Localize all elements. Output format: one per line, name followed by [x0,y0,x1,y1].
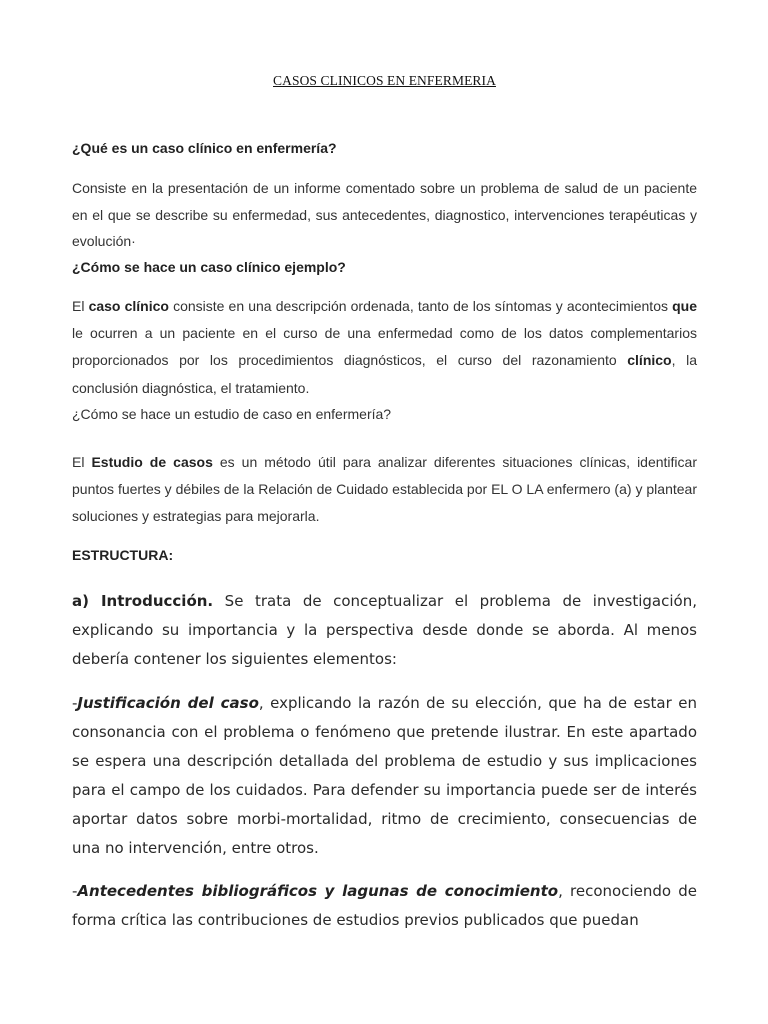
paragraph-justificacion [72,689,697,863]
text-segment: es un método útil para analizar diferentes situaciones clínicas, identificar puntos fuertes y débiles de la Relación de Cuidado establecida por EL O LA enfermero (a) y plantear soluciones y estrategias para mejorarla. [72,454,697,525]
item-label: Antecedentes bibliográficos y lagunas de conocimiento [77,882,559,900]
item-label: a) Introducción. [72,592,214,610]
text-segment: consiste en una descripción ordenada, tanto de los síntomas y acontecimientos [168,298,673,314]
paragraph-introduccion [72,587,697,674]
dash: - [72,882,78,900]
bold-term: clínico [627,352,672,369]
document-title: CASOS CLINICOS EN ENFERMERIA [273,73,496,88]
question-heading-2: ¿Cómo se hace un caso clínico ejemplo? [72,259,346,275]
text-segment: El [72,298,89,314]
bold-term: Estudio de casos [91,454,213,470]
item-text: , reconociendo de forma crítica las contribuciones de estudios previos publicados que puedan [72,882,698,929]
paragraph-estudio-casos [72,449,697,531]
item-text: , explicando la razón de su elección, que ha de estar en consonancia con el problema o fenómeno que pretende ilustrar. En este apartado se espera una descripción detallada del problema de estudio y sus implicaciones para el campo de los cuidados. Para defender su importancia puede ser de interés aportar datos sobre morbi-mortalidad, ritmo de crecimiento, consecuencias de una no intervención, entre otros. [72,694,697,857]
text-segment: le ocurren a un paciente en el curso de una enfermedad como de los datos complementarios proporcionados por los procedimientos diagnósticos, el curso del razonamiento [72,325,697,369]
question-heading-1: ¿Qué es un caso clínico en enfermería? [72,140,337,156]
paragraph-antecedentes [72,877,697,935]
bold-term: caso clínico [88,298,169,314]
question-line-3: ¿Cómo se hace un estudio de caso en enfermería? [72,406,392,422]
bold-term: que [672,298,697,314]
text-segment: El [72,454,92,470]
item-text: Se trata de conceptualizar el problema de investigación, explicando su importancia y la perspectiva desde donde se aborda. Al menos debería contener los siguientes elementos: [72,592,697,668]
item-label: Justificación del caso [77,694,259,712]
section-heading-estructura: ESTRUCTURA: [72,547,174,563]
dash: - [72,694,78,712]
text-segment: , la conclusión diagnóstica, el tratamiento. [72,352,697,396]
paragraph-caso-clinico [72,293,697,402]
paragraph-definition: Consiste en la presentación de un informe comentado sobre un problema de salud de un paciente en el que se describe su enfermedad, sus antecedentes, diagnostico, intervenciones terapéuticas y evolución· [72,180,697,250]
